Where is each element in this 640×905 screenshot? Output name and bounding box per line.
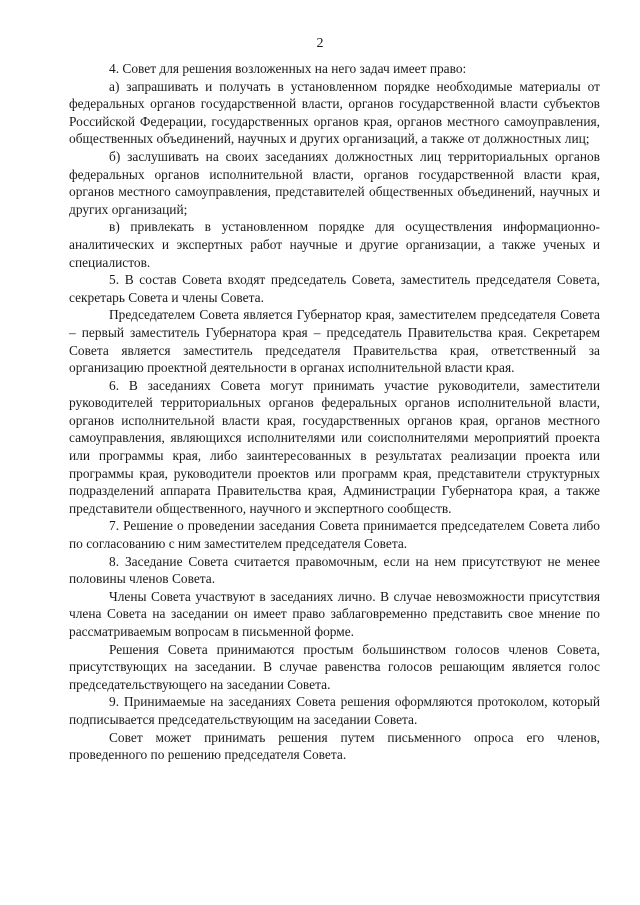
paragraph-participants: 6. В заседаниях Совета могут принимать участие руководители, заместители руководителей территориальных органов федеральных органов исполнительной власти, органов исполнительной власти края, государственных органов края, органов местного самоуправления, являющихся исполнителями или соисполнителями мероприятий проекта или программы края, либо заинтересованных в результатах реализации проекта или программы края, руководители проектов или программ края, представители структурных подразделений аппарата Правительства края, Администрации Губернатора края, а также представители общественного, научного и экспертного сообществ. [69, 377, 600, 516]
paragraph-item-b: б) заслушивать на своих заседаниях должностных лиц территориальных органов федеральных органов исполнительной власти, органов государственной власти края, органов местного самоуправления, представителей общественных объединений, научных и других организаций; [69, 148, 600, 217]
paragraph-written-poll: Совет может принимать решения путем письменного опроса его членов, проведенного по решению председателя Совета. [69, 729, 600, 763]
paragraph-item-a: а) запрашивать и получать в установленном порядке необходимые материалы от федеральных органов государственной власти, органов государственной власти субъектов Российской Федерации, государственных органов края, органов местного самоуправления, общественных объединений, научных и других организаций, а также от должностных лиц; [69, 78, 600, 147]
paragraph-meeting-decision: 7. Решение о проведении заседания Совета принимается председателем Совета либо по согласованию с ним заместителем председателя Совета. [69, 518, 600, 552]
page-number: 2 [316, 36, 324, 51]
paragraph-protocol: 9. Принимаемые на заседаниях Совета решения оформляются протоколом, который подписывается председательствующим на заседании Совета. [69, 694, 600, 727]
paragraph-council-composition: 5. В состав Совета входят председатель Совета, заместитель председателя Совета, секретарь Совета и члены Совета. [69, 272, 600, 305]
paragraph-personal-participation: Члены Совета участвуют в заседаниях лично. В случае невозможности присутствия члена Совета на заседании он имеет право заблаговременно представить свое мнение по рассматриваемым вопросам в письменной форме. [69, 588, 600, 639]
paragraph-quorum: 8. Заседание Совета считается правомочным, если на нем присутствуют не менее половины членов Совета. [69, 553, 600, 587]
paragraph-chairman: Председателем Совета является Губернатор края, заместителем председателя Совета – первый заместитель Губернатора края – председатель Правительства края. Секретарем Совета является заместитель председателя Правительства края, ответственный за организацию проектной деятельности в органах исполнительной власти края. [69, 307, 600, 376]
paragraph-council-rights: 4. Совет для решения возложенных на него задач имеет право: [109, 61, 467, 76]
paragraph-majority-vote: Решения Совета принимаются простым большинством голосов членов Совета, присутствующих на заседании. В случае равенства голосов решающим является голос председательствующего на заседании Совета. [69, 641, 600, 692]
document-body [69, 60, 600, 764]
paragraph-item-v: в) привлекать в установленном порядке для осуществления информационно-аналитических и экспертных работ научные и другие организации, а также ученых и специалистов. [69, 219, 600, 270]
